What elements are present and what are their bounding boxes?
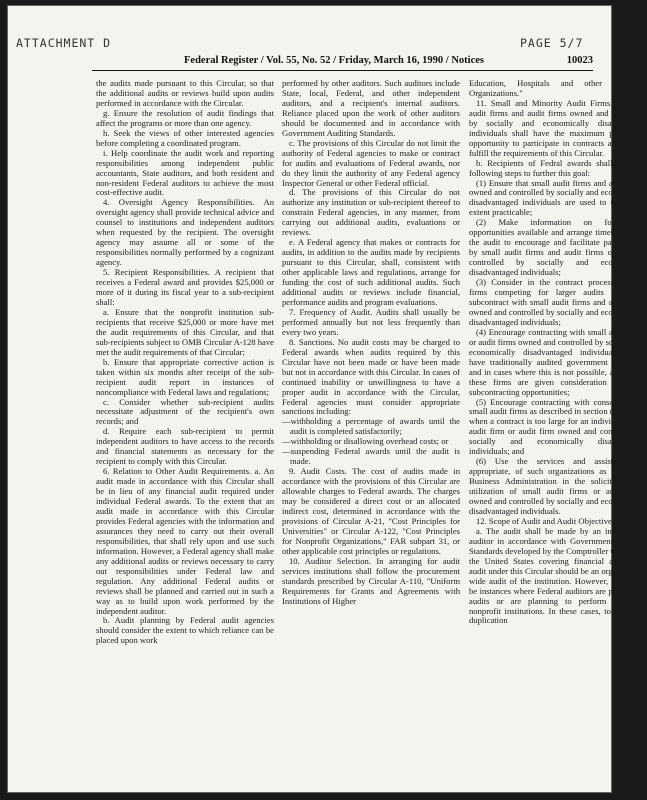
attachment-label: ATTACHMENT D — [16, 36, 112, 50]
paragraph: a. Ensure that the nonprofit institution sub-recipients that receive $25,000 or more have met the audit requirements of this Circular, and that sub-recipients subject to OMB Circular A-128 have met the audit requirements of that Circular; — [96, 306, 274, 357]
paragraph: g. Ensure the resolution of audit findings that affect the programs or more than one agency. — [96, 107, 274, 128]
paragraph: (6) Use the services and assistance, as appropriate, of such organizations as the Small Business Administration in the solicitation and utilization of small audit firms or audit firms owned and controlled by socially and economically disadvantaged individuals. — [469, 456, 647, 516]
paragraph: c. The provisions of this Circular do not limit the authority of Federal agencies to make or contract for audits and evaluations of Federal awards, nor do they limit the authority of any Federal agency Inspector General or other Federal official. — [282, 137, 460, 188]
paragraph: 8. Sanctions. No audit costs may be charged to Federal awards when audits required by this Circular have not been made or have been made but not in accordance with this Circular. In cases of continued inability or unwillingness to have a proper audit in accordance with the Circular, Federal agencies must consider appropriate sanctions including: — [282, 336, 460, 417]
paragraph: b. Ensure that appropriate corrective action is taken within six months after receipt of the sub-recipient audit report in instances of noncompliance with Federal laws and regulations; — [96, 356, 274, 397]
list-item: —withholding or disallowing overhead costs; or — [282, 436, 449, 447]
paragraph: Education, Hospitals and other Nonprofit Organizations." — [469, 78, 647, 98]
list-item: —withholding a percentage of awards until the audit is completed satisfactorily; — [282, 416, 460, 437]
paragraph: the audits made pursuant to this Circular, so that the additional audits or reviews build upon audits performed in accordance with the Circular. — [96, 78, 274, 108]
paragraph: a. The audit shall be made by an independent auditor in accordance with Government Auditing Standards developed by the Comptroller General of the United States covering financial audits. An audit under this Circular should be an organization-wide audit of the institution. However, there may be instances where Federal auditors are performing audits or are planning to perform audits at nonprofit institutions. In these cases, to minimize duplication — [469, 525, 647, 626]
paragraph: i. Help coordinate the audit work and reporting responsibilities among independent public accountants, State auditors, and both resident and non-resident Federal auditors to achieve the most cost-effective audit. — [96, 147, 274, 198]
paragraph: (4) Encourage contracting with small audit firms or audit firms owned and controlled by socially and economically disadvantaged individuals which have traditionally audited government programs, and in cases where this is not possible, assure that these firms are given consideration for audit subcontracting opportunities; — [469, 326, 647, 397]
text-column-2 — [282, 79, 460, 607]
page-label: PAGE 5/7 — [520, 36, 584, 50]
paragraph: 10. Auditor Selection. In arranging for audit services institutions shall follow the procurement standards prescribed by Circular A-110, "Uniform Requirements for Grants and Agreements with Institutions of Higher — [282, 555, 460, 606]
paragraph: d. The provisions of this Circular do not authorize any institution or sub-recipient thereof to constrain Federal agencies, in any manner, from carrying out additional audits, evaluations or reviews. — [282, 187, 460, 238]
list-item: —suspending Federal awards until the audit is made. — [282, 446, 460, 467]
publication-line: Federal Register / Vol. 55, No. 52 / Friday, March 16, 1990 / Notices — [184, 55, 484, 66]
text-column-1 — [96, 79, 274, 646]
paragraph: h. Seek the views of other interested agencies before completing a coordinated program. — [96, 127, 274, 148]
paragraph: 6. Relation to Other Audit Requirements. a. An audit made in accordance with this Circular shall be in lieu of any financial audit required under individual Federal awards. To the extent that an audit made in accordance with this Circular provides Federal agencies with the information and assurances they need to carry out their overall responsibilities, that shall rely upon and use such information. However, a Federal agency shall make any additional audits or reviews necessary to carry out responsibilities under Federal law and regulation. Any additional Federal audits or reviews shall be planned and carried out in such a way as to build upon work performed by the independent auditor. — [96, 466, 274, 616]
text-column-3 — [469, 79, 647, 626]
paragraph: 4. Oversight Agency Responsibilities. An oversight agency shall provide technical advice and counsel to institutions and independent auditors when requested by the recipient. The oversight agency may assume all or some of the responsibilities normally performed by a cognizant agency. — [96, 197, 274, 268]
scanned-page — [8, 6, 647, 792]
section-heading: 12. Scope of Audit and Audit Objectives. — [476, 515, 618, 526]
paragraph: c. Consider whether sub-recipient audits necessitate adjustment of the recipient's own records; and — [96, 396, 274, 427]
paragraph: b. Recipients of Fedral awards shall take the following steps to further this goal: — [469, 157, 647, 178]
paragraph: (2) Make information on forthcoming opportunities available and arrange timeframes for the audit to encourage and facilitate participation by small audit firms and audit firms owned and controlled by socially and economically disadvantaged individuals; — [469, 217, 647, 278]
paragraph: 5. Recipient Responsibilities. A recipient that receives a Federal award and provides $25,000 or more of it during its fiscal year to a sub-recipient shall: — [96, 267, 274, 307]
paragraph: 11. Small and Minority Audit Firms. a. Small audit firms and audit firms owned and controlled by socially and economically disadvantaged individuals shall have the maximum practicable opportunity to participate in contracts awarded to fulfill the requirements of this Circular. — [469, 97, 647, 158]
paragraph: e. A Federal agency that makes or contracts for audits, in addition to the audits made by recipients pursuant to this Circular, shall, consistent with other applicable laws and regulations, arrange for funding the cost of such additional audits. Such additional audits or reviews include financial, performance audits and program evaluations. — [282, 237, 460, 307]
running-header — [92, 54, 593, 71]
paragraph: (3) Consider in the contract process whether firms competing for larger audits intend to subcontract with small audit firms and audit firms owned and controlled by socially and economically disadvantaged individuals; — [469, 277, 647, 327]
paragraph: d. Require each sub-recipient to permit independent auditors to have access to the records and financial statements as necessary for the recipient to comply with this Circular. — [96, 426, 274, 467]
paragraph: (5) Encourage contracting with consortiums of small audit firms as described in section (1), above, when a contract is too large for an individual small audit firm or audit firm owned and controlled by socially and economically disadvantaged individuals; and — [469, 396, 647, 457]
paragraph: 7. Frequency of Audit. Audits shall usually be performed annually but not less frequently than every two years. — [282, 306, 460, 337]
paragraph: (1) Ensure that small audit firms and audit firms owned and controlled by socially and economically disadvantaged individuals are used to the fullest extent practicable; — [469, 177, 647, 218]
paragraph: 9. Audit Costs. The cost of audits made in accordance with the provisions of this Circular are allowable charges to Federal awards. The charges may be considered a direct cost or an allocated indirect cost, determined in accordance with the provisions of Circular A-21, "Cost Principles for Universities" or Circular A-122, "Cost Principles for Nonprofit Organizations," FAR subpart 31, or other applicable cost principles or regulations. — [282, 466, 460, 556]
paragraph: b. Audit planning by Federal audit agencies should consider the extent to which reliance can be placed upon work — [96, 615, 274, 646]
page-number: 10023 — [566, 55, 593, 66]
paragraph: performed by other auditors. Such auditors include State, local, Federal, and other independent auditors, and a recipient's internal auditors. Reliance placed upon the work of other auditors should be documented and in accordance with Government Auditing Standards. — [282, 78, 460, 138]
